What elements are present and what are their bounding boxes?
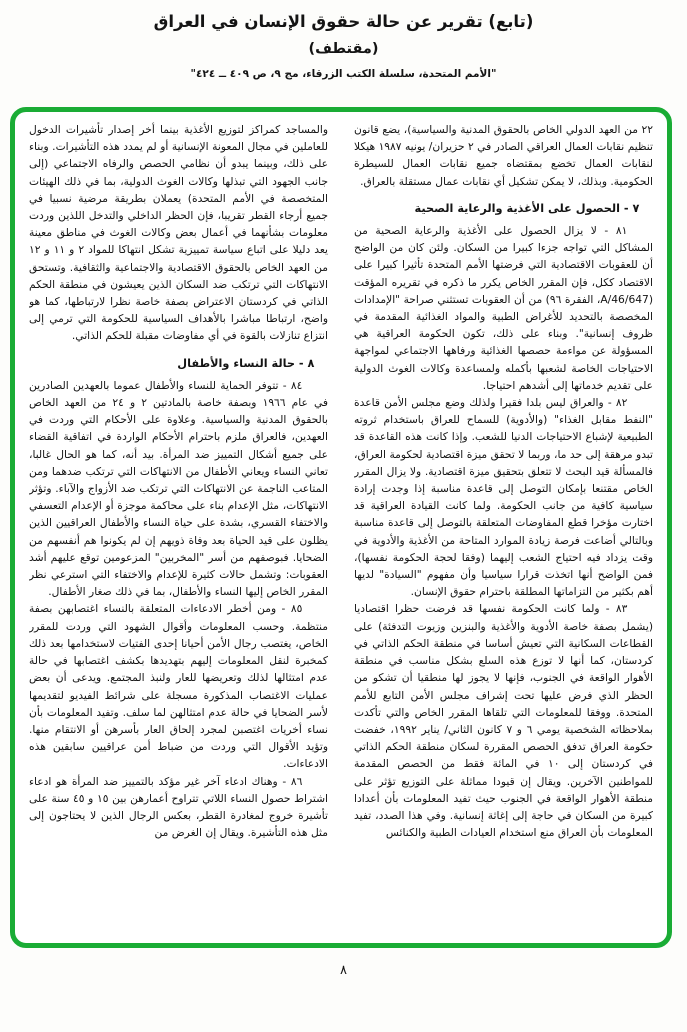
paragraph-continuation-22: ٢٢ من العهد الدولي الخاص بالحقوق المدنية والسياسية)، يضع قانون تنظيم نقابات العمال العراقي الصادر في ٢ حزيران/ يونيه ١٩٨٧ هيكلا لنقابات العمال تخضع بمقتضاه جميع نقابات العمال للسيطرة الحكومية. وبذلك، لا يمكن تشكيل أي نقابات عمال مستقلة بالعراق. xyxy=(354,123,653,188)
page-subtitle: (مقتطف) xyxy=(308,41,379,57)
source-citation: "الأمم المتحدة، سلسلة الكتب الزرقاء، مج ٩، ص ٤٠٩ ــ ٤٢٤" xyxy=(190,68,497,80)
document-header xyxy=(0,0,687,80)
content-frame xyxy=(10,107,672,948)
section-7-heading: ٧ - الحصول على الأغذية والرعاية الصحية xyxy=(414,201,640,215)
column-right xyxy=(354,121,653,937)
paragraph-83: ٨٣ - ولما كانت الحكومة نفسها قد فرضت حظرا اقتصاديا (يشمل بصفة خاصة الأدوية والأغذية والبنزين وزيوت التدفئة) على القطاعات السكانية التي تعيش أساسا في منطقة الحكم الذاتي في كردستان، كما أنها لا توزع هذه السلع بشكل مناسب في منطقة الأهوار الواقعة في الجنوب، فإنها لا يجوز لها منطقيا أن تشكو من الحظر الذي فرض عليها تحت إشراف مجلس الأمن التابع للأمم المتحدة. ووفقا للمعلومات التي تلقاها المقرر الخاص والتي تأكدت بملاحظاته الشخصية يومي ٦ و ٧ كانون الثاني/ يناير ١٩٩٢، خفضت حكومة العراق تدفق الحصص المقررة لسكان منطقة الحكم الذاتي في كردستان إلى ١٠ في المائة فقط من الحصص المقدمة للمواطنين الآخرين. ويقال إن قيودا مماثلة على التوزيع تؤثر على منطقة الأهوار الواقعة في الجنوب حيث تفيد المعلومات بأن أعدادا كبيرة من السكان في حاجة إلى إغاثة إنسانية. وفي هذا الصدد، تفيد المعلومات بأن العراق منع استخدام العيادات الطبية والكنائس xyxy=(354,602,653,840)
paragraph-86: ٨٦ - وهناك ادعاء آخر غير مؤكد بالتمييز ضد المرأة هو ادعاء اشتراط حصول النساء اللاتي تتراوح أعمارهن بين ١٥ و ٤٥ سنة على تأشيرة خروج لمغادرة القطر، بعكس الرجال الذين لا يحتاجون إلى مثل هذه التأشيرة. ويقال إن الغرض من xyxy=(29,774,328,840)
page-title: (تابع) تقرير عن حالة حقوق الإنسان في العراق xyxy=(153,12,534,31)
paragraph-85: ٨٥ - ومن أخطر الادعاءات المتعلقة بالنساء اغتصابهن بصفة منتظمة. وحسب المعلومات وأقوال الشهود التي وردت للمقرر الخاص، يغتصب رجال الأمن أحيانا إحدى الفتيات لاستخدامها بعد ذلك كمخبرة لنقل المعلومات إليهم بتهديدها بكشف اغتصابها في حالة عدم امتثالها لذلك وتعريضها للعار ولنبذ المجتمع. ويدعى أن بعض عمليات الاغتصاب المذكورة مسجلة على شرائط الفيديو لتقديمها لأسر الضحايا في حالة عدم امتثالهن لما سلف. وتفيد المعلومات بأن نساء أخريات اغتصبن لمجرد إلحاق العار بأسرهن أو الانتقام منها. وتؤيد الأقوال التي وردت من ضباط أمن عراقيين سابقين هذه الادعاءات. xyxy=(29,602,328,771)
section-8-heading: ٨ - حالة النساء والأطفال xyxy=(177,356,315,370)
page-number: ٨ xyxy=(340,963,347,978)
paragraph-84: ٨٤ - تتوفر الحماية للنساء والأطفال عموما بالعهدين الصادرين في عام ١٩٦٦ وبصفة خاصة بالمادتين ٢ و ٢٤ من العهد الخاص بالحقوق المدنية والسياسية. وعلاوة على الأحكام التي وردت في العهدين، فالعراق ملزم باحترام الأحكام الواردة في اتفاقية القضاء على جميع أشكال التمييز ضد المرأة. بيد أنه، كما هو الحال غالبا، تعاني النساء ويعاني الأطفال من الانتهاكات التي ترتكب ضدهما ومن المتاعب الناجمة عن الانتهاكات التي ترتكب ضد الأزواج والآباء. وتؤثر الانتهاكات، مثل الإعدام بناء على محاكمة موجزة أو الإعدام التعسفي والاختفاء القسري، بشدة على حياة النساء والأطفال العراقيين الذين يظلون على قيد الحياة بعد وفاة ذويهم إن لم يكونوا هم أنفسهم من الضحايا. فبوصفهم من أسر "المخربين" المزعومين توقع عليهم أشد العقوبات: وتشمل حالات كثيرة للإعدام والاختفاء التي استرعي نظر المقرر الخاص إليها النساء والأطفال، بما في ذلك صغار الأطفال. xyxy=(29,378,328,599)
two-column-layout xyxy=(29,121,653,937)
paragraph-81: ٨١ - لا يزال الحصول على الأغذية والرعاية الصحية من المشاكل التي تواجه جزءا كبيرا من السكان. ولئن كان من الواضح أن للعقوبات الاقتصادية التي فرضتها الأمم المتحدة تأثيرا كبيرا على الاقتصاد ككل، فإن المقرر الخاص يكرر ما ذكره في تقريره المؤقت (A/46/647، الفقرة ٩٦) من أن العقوبات تستثني صراحة "الإمدادات المخصصة بالتحديد للأغراض الطبية والمواد الغذائية المقدمة في ظروف إنسانية". وبناء على ذلك، تكون الحكومة العراقية هي المسؤولة عن مواءمة حصصها الغذائية ورفاهها الاجتماعي لمواجهة الاحتياجات الخاصة لشعبها بأكمله ولمساعدة وكالات الغوث الدولية على تقديم خدماتها إلى أشدهم احتياجا. xyxy=(354,224,653,392)
column-left xyxy=(29,121,328,937)
paragraph-83-continuation: والمساجد كمراكز لتوزيع الأغذية بينما أخر إصدار تأشيرات الدخول للعاملين في مجال المعونة الإنسانية أو لم يمدد هذه التأشيرات. وبناء على ذلك، وبينما يبدو أن نظامي الحصص والرفاه الاجتماعي (إلى جانب الجهود التي تبذلها وكالات الغوث الدولية، بما في ذلك الهيئات المتخصصة في الأمم المتحدة) يعملان بطريقة مرضية نسبيا في جميع أرجاء القطر تقريبا، فإن الحظر الداخلي والتدخل اللذين وردت معلومات بشأنهما في أعمال بعض وكالات الغوث في مناطق معينة يعد دليلا على اتباع سياسة تمييزية تشكل انتهاكا للمواد ٢ و ١١ و ١٢ من العهد الخاص بالحقوق الاقتصادية والاجتماعية والثقافية. وتستحق الانتهاكات التي ترتكب ضد السكان الذين يعيشون في منطقة الحكم الذاتي في كردستان الاعتراض بصفة خاصة نظرا لارتباطها، كما هو واضح، ارتباطا مباشرا بالأهداف السياسية للحكومة التي ترمي إلى انتزاع تنازلات بالقوة في أي مفاوضات مقبلة للحكم الذاتي. xyxy=(29,123,328,343)
paragraph-82: ٨٢ - والعراق ليس بلدا فقيرا ولذلك وضع مجلس الأمن قاعدة "النفط مقابل الغذاء" (والأدوية) للسماح للعراق باستخدام ثروته الطبيعية لإشباع الاحتياجات الدنيا للشعب. وإذا كانت هذه القاعدة قد تبدو مرهقة إلى حد ما، وربما لا تحقق ميزة اقتصادية لحكومة العراق، فالمسألة قيد البحث لا تتعلق بتحقيق ميزة اقتصادية. ولا يزال المقرر الخاص مقتنعا بإمكان التوصل إلى قاعدة مناسبة إذا وجدت إرادة سياسية كافية من جانب الحكومة. ولما كانت القيادة العراقية قد اختارت مؤخرا قطع المفاوضات المتعلقة بالتوصل إلى قاعدة مناسبة وبالتالي أضاعت فرصة زيادة الموارد المتاحة من الأغذية والأدوية في وقت يزداد فيه احتياج الشعب إليهما (وفقا لحجة الحكومة نفسها)، فمن الواضح أنها اتخذت قرارا سياسيا وأن مفهوم "السيادة" لديها أهم بكثير من التزاماتها المطلقة باحترام حقوق الإنسان. xyxy=(354,396,653,599)
